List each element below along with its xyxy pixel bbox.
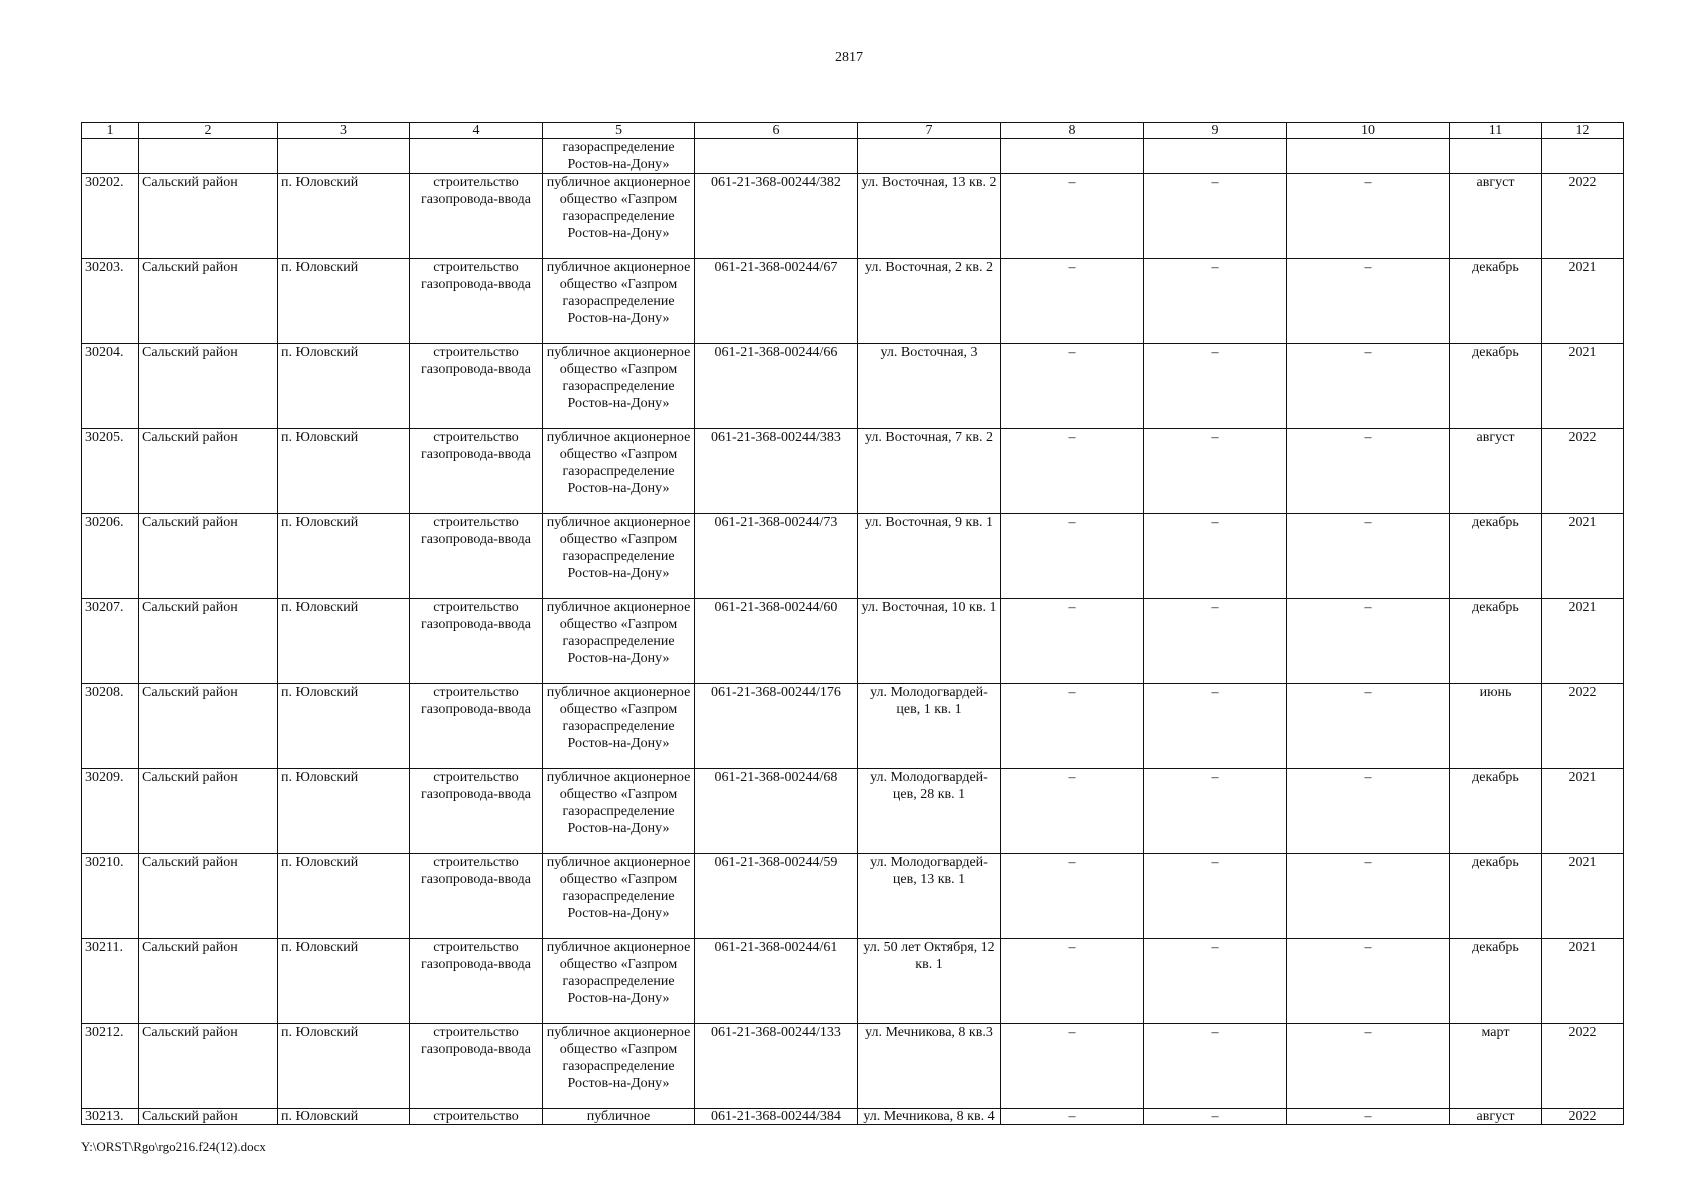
table-row (82, 429, 1624, 514)
cell-settlement: п. Юловский (278, 1024, 410, 1109)
cell-col8: – (1001, 514, 1144, 599)
cell-address: ул. Восточная, 2 кв. 2 (858, 259, 1001, 344)
cell-settlement: п. Юловский (278, 259, 410, 344)
cell-district: Сальский район (139, 344, 278, 429)
cell-month: декабрь (1450, 769, 1542, 854)
cell-number: 30210. (82, 854, 139, 939)
cell-col8: – (1001, 344, 1144, 429)
cell-col8: – (1001, 174, 1144, 259)
table-row (82, 174, 1624, 259)
cell-work-type: строительство газопровода-ввода (410, 1024, 543, 1109)
cell-col10: – (1287, 1024, 1450, 1109)
cell-col9: – (1144, 599, 1287, 684)
cell-number: 30212. (82, 1024, 139, 1109)
cell-organization: публичное акционерное общество «Газпром газораспределение Ростов-на-Дону» (543, 684, 695, 769)
cell-month: декабрь (1450, 939, 1542, 1024)
cell-col10: – (1287, 599, 1450, 684)
table-row (82, 514, 1624, 599)
cell-organization: публичное акционерное общество «Газпром газораспределение Ростов-на-Дону» (543, 1024, 695, 1109)
table-row (82, 259, 1624, 344)
cell-col8: – (1001, 684, 1144, 769)
cell-col8: – (1001, 429, 1144, 514)
cell-work-type: строительство газопровода-ввода (410, 259, 543, 344)
cell-code: 061-21-368-00244/67 (695, 259, 858, 344)
cell-code: 061-21-368-00244/384 (695, 1109, 858, 1125)
cell-col8: – (1001, 599, 1144, 684)
cell-col8: – (1001, 1024, 1144, 1109)
cell-col9: – (1144, 514, 1287, 599)
cell-district: Сальский район (139, 259, 278, 344)
cell-code: 061-21-368-00244/133 (695, 1024, 858, 1109)
cell-col9: – (1144, 1024, 1287, 1109)
cell-year: 2022 (1542, 1024, 1624, 1109)
table-body (82, 139, 1624, 1125)
cell-month: декабрь (1450, 259, 1542, 344)
header-col-8: 8 (1001, 123, 1144, 139)
cell-settlement: п. Юловский (278, 684, 410, 769)
cell-code: 061-21-368-00244/73 (695, 514, 858, 599)
cell-district: Сальский район (139, 769, 278, 854)
cell-code: 061-21-368-00244/61 (695, 939, 858, 1024)
cell-year: 2021 (1542, 259, 1624, 344)
cell-col9: – (1144, 939, 1287, 1024)
cell-address: ул. Молодогвардей-цев, 28 кв. 1 (858, 769, 1001, 854)
cell-col9: – (1144, 769, 1287, 854)
cell-settlement: п. Юловский (278, 939, 410, 1024)
cell-organization: публичное акционерное общество «Газпром газораспределение Ростов-на-Дону» (543, 344, 695, 429)
cell-settlement: п. Юловский (278, 429, 410, 514)
header-col-4: 4 (410, 123, 543, 139)
table-row (82, 1109, 1624, 1125)
cell-number: 30209. (82, 769, 139, 854)
cell-district: Сальский район (139, 684, 278, 769)
cell-work-type: строительство газопровода-ввода (410, 769, 543, 854)
header-col-1: 1 (82, 123, 139, 139)
cell-month: декабрь (1450, 599, 1542, 684)
cell-work-type: строительство газопровода-ввода (410, 174, 543, 259)
cell-month: август (1450, 1109, 1542, 1125)
cell-organization: публичное акционерное общество «Газпром газораспределение Ростов-на-Дону» (543, 599, 695, 684)
cell-district: Сальский район (139, 854, 278, 939)
cell-col10: – (1287, 939, 1450, 1024)
cell-col10: – (1287, 259, 1450, 344)
cell-col8: – (1001, 854, 1144, 939)
cell-address: ул. Мечникова, 8 кв.3 (858, 1024, 1001, 1109)
cell-month: март (1450, 1024, 1542, 1109)
cell-month: декабрь (1450, 854, 1542, 939)
cell-number: 30203. (82, 259, 139, 344)
cell-col10: – (1287, 174, 1450, 259)
cell-col9: – (1144, 259, 1287, 344)
cell-col10: – (1287, 854, 1450, 939)
cell-col9: – (1144, 854, 1287, 939)
cell-month: август (1450, 429, 1542, 514)
cell-organization: публичное акционерное общество «Газпром газораспределение Ростов-на-Дону» (543, 854, 695, 939)
cell-organization: публичное акционерное общество «Газпром газораспределение Ростов-на-Дону» (543, 939, 695, 1024)
page-number: 2817 (835, 50, 863, 65)
cell-district: Сальский район (139, 1109, 278, 1125)
cell-col9: – (1144, 684, 1287, 769)
cell-address: ул. Восточная, 3 (858, 344, 1001, 429)
cell-address: ул. Восточная, 10 кв. 1 (858, 599, 1001, 684)
header-row (82, 123, 1624, 139)
cell-col8: – (1001, 1109, 1144, 1125)
table-row (82, 344, 1624, 429)
cell-address: ул. Восточная, 13 кв. 2 (858, 174, 1001, 259)
table-row (82, 854, 1624, 939)
cell-settlement: п. Юловский (278, 514, 410, 599)
cell-year: 2022 (1542, 1109, 1624, 1125)
cell-address: ул. Мечникова, 8 кв. 4 (858, 1109, 1001, 1125)
cell-number: 30202. (82, 174, 139, 259)
cell-work-type: строительство (410, 1109, 543, 1125)
header-col-10: 10 (1287, 123, 1450, 139)
cell-col9: – (1144, 174, 1287, 259)
table-row (82, 769, 1624, 854)
cell-address: ул. 50 лет Октября, 12 кв. 1 (858, 939, 1001, 1024)
header-col-3: 3 (278, 123, 410, 139)
document-table (81, 122, 1624, 1125)
cell-settlement: п. Юловский (278, 1109, 410, 1125)
cell-number: 30213. (82, 1109, 139, 1125)
cell-year: 2021 (1542, 599, 1624, 684)
header-col-11: 11 (1450, 123, 1542, 139)
cell-work-type: строительство газопровода-ввода (410, 939, 543, 1024)
cell-year: 2022 (1542, 174, 1624, 259)
cell-col9: – (1144, 1109, 1287, 1125)
cell-year: 2022 (1542, 684, 1624, 769)
header-col-2: 2 (139, 123, 278, 139)
cell-code: 061-21-368-00244/59 (695, 854, 858, 939)
header-col-9: 9 (1144, 123, 1287, 139)
cell-address: ул. Молодогвардей-цев, 1 кв. 1 (858, 684, 1001, 769)
footer-file-path: Y:\ORST\Rgo\rgo216.f24(12).docx (81, 1139, 266, 1154)
cell-address: ул. Восточная, 7 кв. 2 (858, 429, 1001, 514)
cell-code: 061-21-368-00244/66 (695, 344, 858, 429)
cell-district: Сальский район (139, 429, 278, 514)
cell-col10: – (1287, 684, 1450, 769)
cell-work-type: строительство газопровода-ввода (410, 854, 543, 939)
cell-number: 30211. (82, 939, 139, 1024)
cell-col10: – (1287, 1109, 1450, 1125)
cell-month: июнь (1450, 684, 1542, 769)
header-col-7: 7 (858, 123, 1001, 139)
cell-number: 30208. (82, 684, 139, 769)
cell-col9: – (1144, 344, 1287, 429)
cell-col8: – (1001, 259, 1144, 344)
cell-code: 061-21-368-00244/383 (695, 429, 858, 514)
cell-organization: публичное акционерное общество «Газпром газораспределение Ростов-на-Дону» (543, 259, 695, 344)
cell-number: 30204. (82, 344, 139, 429)
cell-number: 30206. (82, 514, 139, 599)
cell-col10: – (1287, 514, 1450, 599)
cell-col10: – (1287, 344, 1450, 429)
cell-year: 2021 (1542, 854, 1624, 939)
cell-work-type: строительство газопровода-ввода (410, 684, 543, 769)
table-row (82, 1024, 1624, 1109)
cell-work-type: строительство газопровода-ввода (410, 344, 543, 429)
table-row (82, 599, 1624, 684)
cell-year: 2021 (1542, 344, 1624, 429)
cell-district: Сальский район (139, 514, 278, 599)
continuation-row (82, 139, 1624, 174)
cell-settlement: п. Юловский (278, 854, 410, 939)
cell-month: декабрь (1450, 514, 1542, 599)
cell-district: Сальский район (139, 174, 278, 259)
cell-work-type: строительство газопровода-ввода (410, 599, 543, 684)
cell-col9: – (1144, 429, 1287, 514)
header-col-12: 12 (1542, 123, 1624, 139)
cell-organization: публичное акционерное общество «Газпром газораспределение Ростов-на-Дону» (543, 769, 695, 854)
cell-settlement: п. Юловский (278, 769, 410, 854)
cell-month: август (1450, 174, 1542, 259)
header-col-6: 6 (695, 123, 858, 139)
cell-address: ул. Восточная, 9 кв. 1 (858, 514, 1001, 599)
cell-year: 2021 (1542, 939, 1624, 1024)
header-col-5: 5 (543, 123, 695, 139)
cell-organization: публичное акционерное общество «Газпром газораспределение Ростов-на-Дону» (543, 514, 695, 599)
cell-year: 2021 (1542, 514, 1624, 599)
cell-code: 061-21-368-00244/382 (695, 174, 858, 259)
cell-work-type: строительство газопровода-ввода (410, 429, 543, 514)
cell-col10: – (1287, 769, 1450, 854)
cell-settlement: п. Юловский (278, 599, 410, 684)
cell-code: 061-21-368-00244/68 (695, 769, 858, 854)
cell-district: Сальский район (139, 599, 278, 684)
cell-settlement: п. Юловский (278, 344, 410, 429)
cell-address: ул. Молодогвардей-цев, 13 кв. 1 (858, 854, 1001, 939)
cell-code: 061-21-368-00244/176 (695, 684, 858, 769)
cell-settlement: п. Юловский (278, 174, 410, 259)
table-row (82, 939, 1624, 1024)
cell-col8: – (1001, 939, 1144, 1024)
cell-col10: – (1287, 429, 1450, 514)
cell-work-type: строительство газопровода-ввода (410, 514, 543, 599)
cell-district: Сальский район (139, 1024, 278, 1109)
cell-year: 2022 (1542, 429, 1624, 514)
cell-month: декабрь (1450, 344, 1542, 429)
cell-col8: – (1001, 769, 1144, 854)
cell-number: 30205. (82, 429, 139, 514)
cell-year: 2021 (1542, 769, 1624, 854)
cell-organization: газораспределение Ростов-на-Дону» (543, 139, 695, 174)
cell-organization: публичное акционерное общество «Газпром газораспределение Ростов-на-Дону» (543, 429, 695, 514)
cell-code: 061-21-368-00244/60 (695, 599, 858, 684)
table-row (82, 684, 1624, 769)
cell-district: Сальский район (139, 939, 278, 1024)
cell-organization: публичное акционерное общество «Газпром газораспределение Ростов-на-Дону» (543, 174, 695, 259)
cell-number: 30207. (82, 599, 139, 684)
cell-organization: публичное (543, 1109, 695, 1125)
